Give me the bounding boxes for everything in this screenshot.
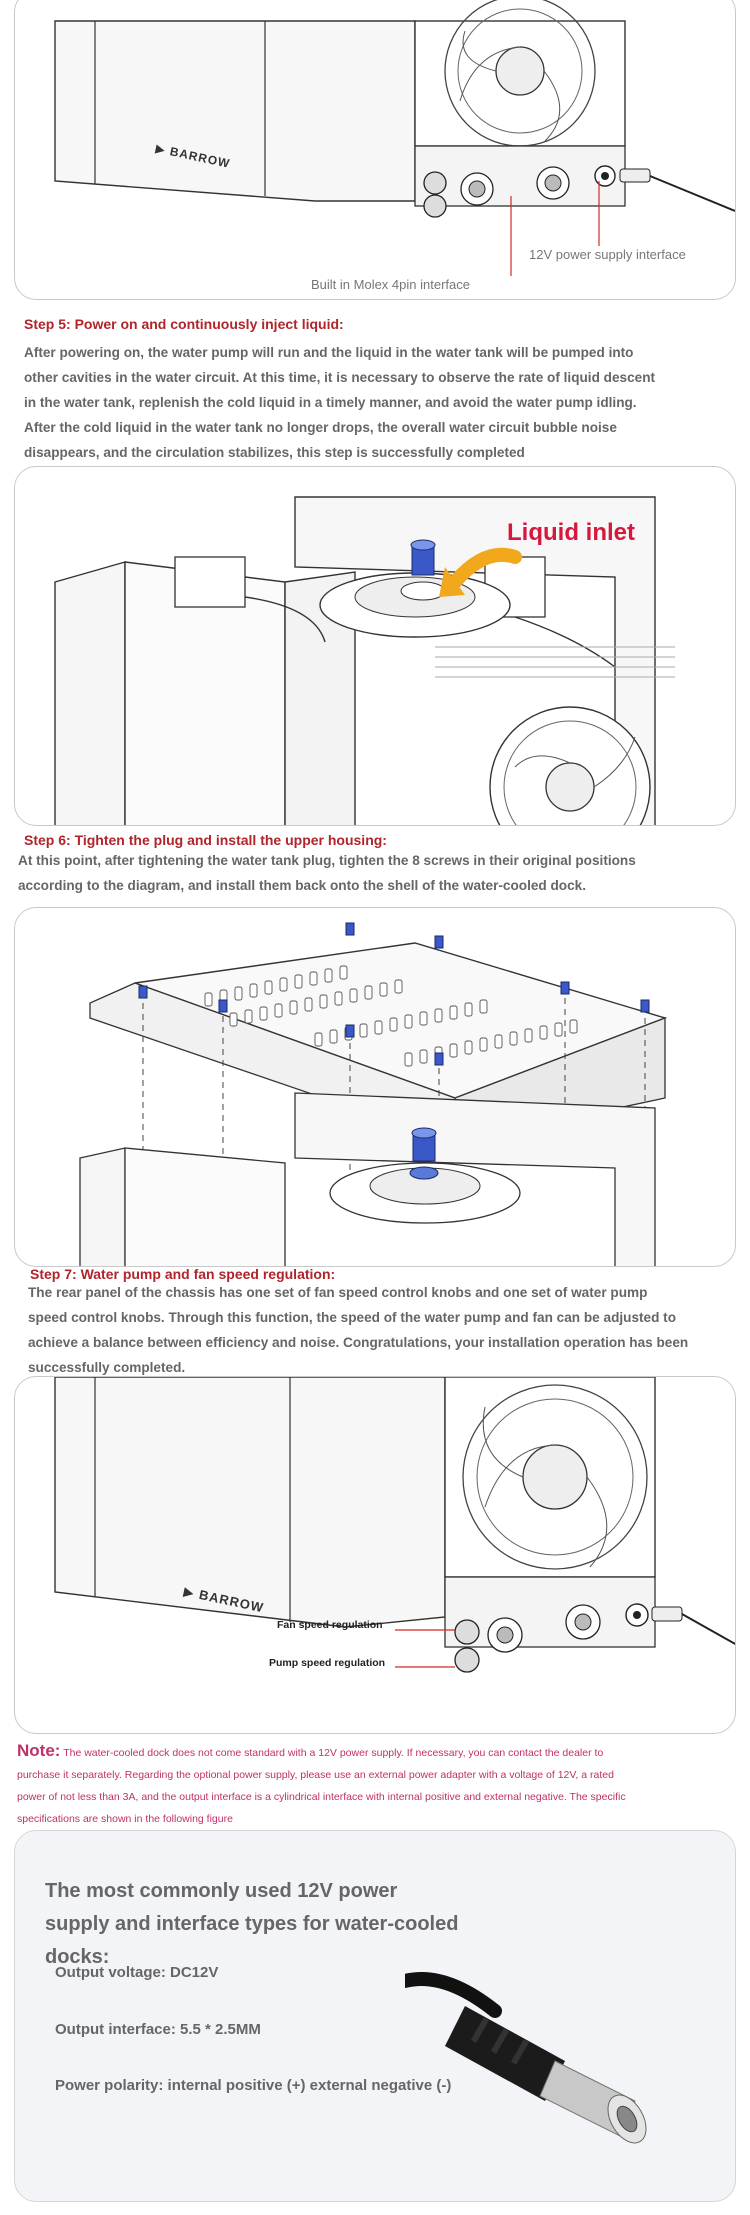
step7-body <box>28 1280 738 1380</box>
note-heading: Note: <box>17 1741 61 1760</box>
panel-rear-power-diagram <box>14 0 736 300</box>
panel-upper-housing-diagram <box>14 907 736 1267</box>
step7-line: The rear panel of the chassis has one set of fan speed control knobs and one set of water pump <box>28 1285 648 1300</box>
step7-line: achieve a balance between efficiency and noise. Congratulations, your installation operation has been <box>28 1335 689 1350</box>
label-fan-speed-regulation: Fan speed regulation <box>277 1619 383 1631</box>
barrow-logo-icon: ▶ <box>182 1583 197 1601</box>
barrow-logo-icon: ▶ <box>154 141 168 158</box>
step7-line: speed control knobs. Through this function, the speed of the water pump and fan can be adjusted to <box>28 1310 677 1325</box>
note-line: power of not less than 3A, and the output interface is a cylindrical interface with internal positive and external negative. The specific <box>17 1791 626 1803</box>
panel-liquid-inlet-diagram <box>14 466 736 826</box>
step5-line: disappears, and the circulation stabilizes, this step is successfully completed <box>24 445 525 460</box>
speed-regulation-illustration <box>15 1377 736 1734</box>
step5-line: other cavities in the water circuit. At this time, it is necessary to observe the rate of liquid descent <box>24 370 656 385</box>
power-supply-spec-card <box>14 1830 736 2202</box>
spec-output-interface: Output interface: 5.5 * 2.5MM <box>55 2021 261 2038</box>
step5-line: After powering on, the water pump will run and the liquid in the water tank will be pumped into <box>24 345 634 360</box>
step5-body <box>24 340 736 465</box>
brand-name: BARROW <box>197 1586 266 1616</box>
label-liquid-inlet: Liquid inlet <box>507 519 635 546</box>
label-molex-interface: Built in Molex 4pin interface <box>311 277 470 292</box>
step5-line: After the cold liquid in the water tank no longer drops, the overall water circuit bubble noise <box>24 420 617 435</box>
step5-line: in the water tank, replenish the cold liquid in a timely manner, and avoid the water pump idling. <box>24 395 637 410</box>
spec-power-polarity: Power polarity: internal positive (+) external negative (-) <box>55 2077 452 2094</box>
spec-output-voltage: Output voltage: DC12V <box>55 1964 219 1981</box>
power-supply-note <box>17 1740 735 1830</box>
dc-barrel-plug-icon <box>405 1951 725 2181</box>
note-line: purchase it separately. Regarding the optional power supply, please use an external power adapter with a voltage of 12V, a rated <box>17 1769 614 1781</box>
label-pump-speed-regulation: Pump speed regulation <box>269 1657 386 1669</box>
power-spec-title: The most commonly used 12V power supply and interface types for water-cooled docks: <box>45 1880 459 1968</box>
step7-title: Step 7: Water pump and fan speed regulation: <box>30 1266 336 1282</box>
step6-body <box>18 848 730 898</box>
upper-housing-illustration <box>15 908 736 1267</box>
brand-name: BARROW <box>168 144 232 171</box>
step6-line: according to the diagram, and install them back onto the shell of the water-cooled dock. <box>18 878 587 893</box>
step5-title: Step 5: Power on and continuously inject liquid: <box>24 316 344 332</box>
step6-line: At this point, after tightening the water tank plug, tighten the 8 screws in their original positions <box>18 853 636 868</box>
note-line: The water-cooled dock does not come standard with a 12V power supply. If necessary, you can contact the dealer to <box>63 1747 604 1759</box>
step7-line: successfully completed. <box>28 1360 186 1375</box>
label-12v-power-interface: 12V power supply interface <box>529 247 686 262</box>
note-line: specifications are shown in the following figure <box>17 1813 233 1825</box>
step6-title: Step 6: Tighten the plug and install the upper housing: <box>24 832 387 848</box>
panel-speed-regulation-diagram <box>14 1376 736 1734</box>
